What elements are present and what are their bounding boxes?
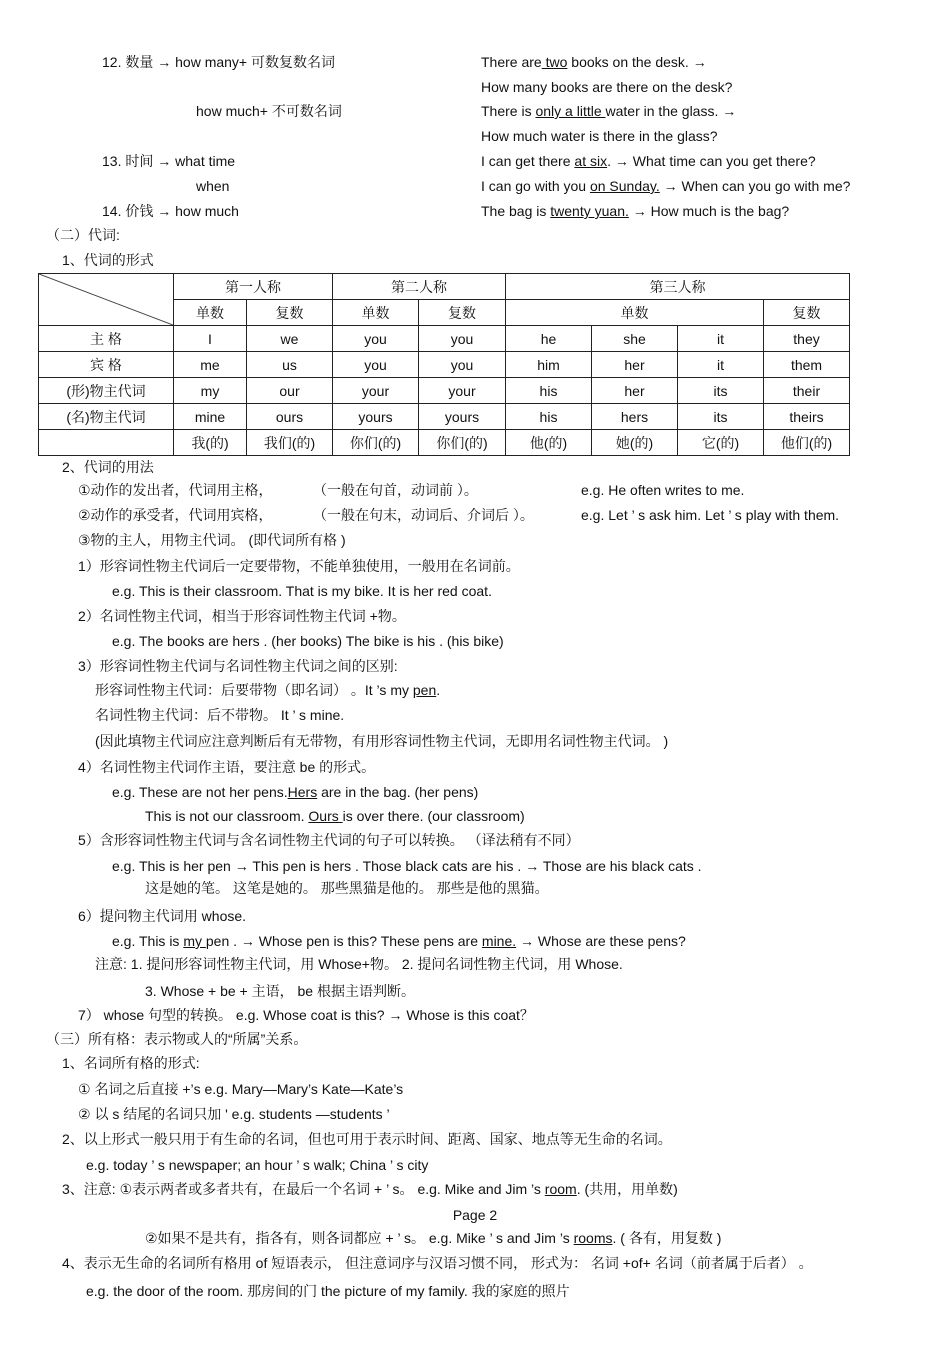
pronoun-cell: me bbox=[174, 352, 247, 378]
pronoun-cell: 她(的) bbox=[592, 430, 678, 456]
pronoun-row bbox=[39, 326, 850, 352]
pronoun-cell: yours bbox=[419, 404, 506, 430]
q13-example-2: I can go with you on Sunday. → When can you go with me? bbox=[481, 178, 851, 194]
point-5-translation: 这是她的笔。 这笔是她的。 那些黑猫是他的。 那些是他的黑猫。 bbox=[145, 880, 549, 896]
table-corner-cell bbox=[39, 274, 174, 326]
header-first-person: 第一人称 bbox=[174, 274, 333, 300]
pronoun-cell: you bbox=[333, 326, 419, 352]
point-3-adjective: 形容词性物主代词：后要带物（即名词） 。It ’s my pen. bbox=[95, 682, 441, 698]
pronoun-cell: 我们(的) bbox=[247, 430, 333, 456]
q14-example-1: The bag is twenty yuan. → How much is the bag? bbox=[481, 203, 790, 219]
possessive-rule-4-example: e.g. the door of the room. 那房间的门 the picture of my family. 我的家庭的照片 bbox=[86, 1283, 570, 1299]
subsection-pronoun-forms: 1、代词的形式 bbox=[62, 252, 154, 268]
point-4: 4）名词性物主代词作主语，要注意 be 的形式。 bbox=[78, 759, 376, 775]
q13-example-1: I can get there at six. → What time can you get there? bbox=[481, 153, 816, 169]
pronoun-cell: they bbox=[764, 326, 850, 352]
pronoun-cell: his bbox=[506, 378, 592, 404]
pronoun-cell: she bbox=[592, 326, 678, 352]
pronoun-cell: 他(的) bbox=[506, 430, 592, 456]
pronoun-cell: ours bbox=[247, 404, 333, 430]
pronoun-cell: we bbox=[247, 326, 333, 352]
row-label: (名)物主代词 bbox=[39, 404, 174, 430]
possessive-rule-2: 2、以上形式一般只用于有生命的名词，但也可用于表示时间、距离、国家、地点等无生命的名词。 bbox=[62, 1131, 672, 1147]
point-4-example-1: e.g. These are not her pens.Hers are in the bag. (her pens) bbox=[112, 784, 479, 800]
q12-example-1: There are two books on the desk. → bbox=[481, 54, 707, 70]
point-4-example-2: This is not our classroom. Ours is over there. (our classroom) bbox=[145, 808, 525, 824]
point-6: 6）提问物主代词用 whose. bbox=[78, 908, 247, 924]
header-plural: 复数 bbox=[419, 300, 506, 326]
pronoun-cell: 我(的) bbox=[174, 430, 247, 456]
pronoun-cell: 你们(的) bbox=[333, 430, 419, 456]
row-label: 宾 格 bbox=[39, 352, 174, 378]
pronoun-row bbox=[39, 430, 850, 456]
pronoun-cell: my bbox=[174, 378, 247, 404]
pronoun-cell: her bbox=[592, 352, 678, 378]
point-1: 1）形容词性物主代词后一定要带物，不能单独使用，一般用在名词前。 bbox=[78, 558, 520, 574]
pronoun-row bbox=[39, 352, 850, 378]
header-third-person: 第三人称 bbox=[506, 274, 850, 300]
row-label: 主 格 bbox=[39, 326, 174, 352]
pronoun-cell: it bbox=[678, 326, 764, 352]
pronoun-cell: him bbox=[506, 352, 592, 378]
pronoun-cell: you bbox=[333, 352, 419, 378]
header-singular: 单数 bbox=[333, 300, 419, 326]
pronoun-row bbox=[39, 404, 850, 430]
subsection-pronoun-usage: 2、代词的用法 bbox=[62, 459, 154, 475]
point-6-example: e.g. This is my pen . → Whose pen is this? These pens are mine. → Whose are these pens? bbox=[112, 933, 686, 949]
pronoun-row bbox=[39, 378, 850, 404]
usage-1: ①动作的发出者，代词用主格， bbox=[78, 482, 273, 498]
usage-2-note: （一般在句末，动词后、介词后 ）。 bbox=[313, 507, 534, 523]
row-label: (形)物主代词 bbox=[39, 378, 174, 404]
section-title-pronouns: （二）代词: bbox=[46, 227, 120, 243]
pronoun-cell: theirs bbox=[764, 404, 850, 430]
point-1-example: e.g. This is their classroom. That is my bike. It is her red coat. bbox=[112, 583, 492, 599]
pronoun-cell: his bbox=[506, 404, 592, 430]
pronoun-table bbox=[38, 273, 850, 456]
possessive-rule-4: 4、表示无生命的名词所有格用 of 短语表示， 但注意词序与汉语习惯不同， 形式为： 名词 +of+ 名词（前者属于后者） 。 bbox=[62, 1255, 813, 1271]
possessive-rule-3b: ②如果不是共有，指各有，则各词都应 + ’ s。 e.g. Mike ’ s and Jim ’s rooms. ( 各有，用复数 ) bbox=[145, 1230, 722, 1246]
possessive-rule-2-example: e.g. today ’ s newspaper; an hour ’ s walk; China ’ s city bbox=[86, 1157, 429, 1173]
q14-line: 14. 价钱 → how much bbox=[102, 203, 239, 219]
point-5-example: e.g. This is her pen → This pen is hers . Those black cats are his . → Those are his black cats . bbox=[112, 858, 702, 874]
pronoun-cell: you bbox=[419, 326, 506, 352]
possessive-forms: 1、名词所有格的形式: bbox=[62, 1055, 200, 1071]
q13-line-b: when bbox=[196, 178, 230, 194]
pronoun-cell: 他们(的) bbox=[764, 430, 850, 456]
page-number: Page 2 bbox=[452, 1207, 498, 1223]
point-3: 3）形容词性物主代词与名词性物主代词之间的区别: bbox=[78, 658, 398, 674]
section-title-possessive: （三）所有格：表示物或人的“所属”关系。 bbox=[46, 1031, 308, 1047]
point-2: 2）名词性物主代词，相当于形容词性物主代词 +物。 bbox=[78, 608, 406, 624]
possessive-form-1: ① 名词之后直接 +’s e.g. Mary—Mary’s Kate—Kate’s bbox=[78, 1081, 404, 1097]
note-1: 注意: 1. 提问形容词性物主代词，用 Whose+物。 2. 提问名词性物主代词，用 Whose. bbox=[95, 956, 623, 972]
q13-line: 13. 时间 → what time bbox=[102, 153, 236, 169]
pronoun-cell: 它(的) bbox=[678, 430, 764, 456]
q12-example-2: How many books are there on the desk? bbox=[481, 79, 733, 95]
pronoun-cell: her bbox=[592, 378, 678, 404]
pronoun-cell: us bbox=[247, 352, 333, 378]
pronoun-cell: it bbox=[678, 352, 764, 378]
q12-example-3: There is only a little water in the glass. → bbox=[481, 103, 737, 119]
pronoun-cell: yours bbox=[333, 404, 419, 430]
pronoun-cell: hers bbox=[592, 404, 678, 430]
pronoun-cell: 你们(的) bbox=[419, 430, 506, 456]
pronoun-cell: them bbox=[764, 352, 850, 378]
point-3-note: (因此填物主代词应注意判断后有无带物，有用形容词性物主代词，无即用名词性物主代词。 ) bbox=[95, 733, 669, 749]
pronoun-cell: your bbox=[419, 378, 506, 404]
point-5: 5）含形容词性物主代词与含名词性物主代词的句子可以转换。 （译法稍有不同） bbox=[78, 832, 580, 848]
pronoun-cell: its bbox=[678, 378, 764, 404]
possessive-rule-3: 3、注意: ①表示两者或多者共有，在最后一个名词 + ’ s。 e.g. Mike and Jim ’s room. (共用，用单数) bbox=[62, 1181, 678, 1197]
header-plural: 复数 bbox=[247, 300, 333, 326]
point-7: 7） whose 句型的转换。 e.g. Whose coat is this? → Whose is this coat？ bbox=[78, 1007, 534, 1023]
pronoun-cell: I bbox=[174, 326, 247, 352]
pronoun-cell: mine bbox=[174, 404, 247, 430]
possessive-form-2: ② 以 s 结尾的名词只加 ' e.g. students —students ’ bbox=[78, 1106, 390, 1122]
pronoun-cell: our bbox=[247, 378, 333, 404]
usage-2: ②动作的承受者，代词用宾格， bbox=[78, 507, 273, 523]
header-singular: 单数 bbox=[174, 300, 247, 326]
pronoun-cell: its bbox=[678, 404, 764, 430]
header-second-person: 第二人称 bbox=[333, 274, 506, 300]
q12-line: 12. 数量 → how many+ 可数复数名词 bbox=[102, 54, 336, 70]
header-plural: 复数 bbox=[764, 300, 850, 326]
q12-line-b: how much+ 不可数名词 bbox=[196, 103, 342, 119]
point-3-noun: 名词性物主代词：后不带物。 It ’ s mine. bbox=[95, 707, 345, 723]
header-singular: 单数 bbox=[506, 300, 764, 326]
pronoun-cell: your bbox=[333, 378, 419, 404]
note-2: 3. Whose + be + 主语， be 根据主语判断。 bbox=[145, 983, 415, 999]
pronoun-cell: their bbox=[764, 378, 850, 404]
pronoun-cell: he bbox=[506, 326, 592, 352]
usage-2-example: e.g. Let ’ s ask him. Let ’ s play with them. bbox=[581, 507, 840, 523]
q12-example-4: How much water is there in the glass? bbox=[481, 128, 718, 144]
row-label bbox=[39, 430, 174, 456]
usage-3: ③物的主人，用物主代词。 (即代词所有格 ) bbox=[78, 532, 346, 548]
usage-1-note: （一般在句首，动词前 ）。 bbox=[313, 482, 478, 498]
point-2-example: e.g. The books are hers . (her books) The bike is his . (his bike) bbox=[112, 633, 504, 649]
pronoun-cell: you bbox=[419, 352, 506, 378]
usage-1-example: e.g. He often writes to me. bbox=[581, 482, 745, 498]
